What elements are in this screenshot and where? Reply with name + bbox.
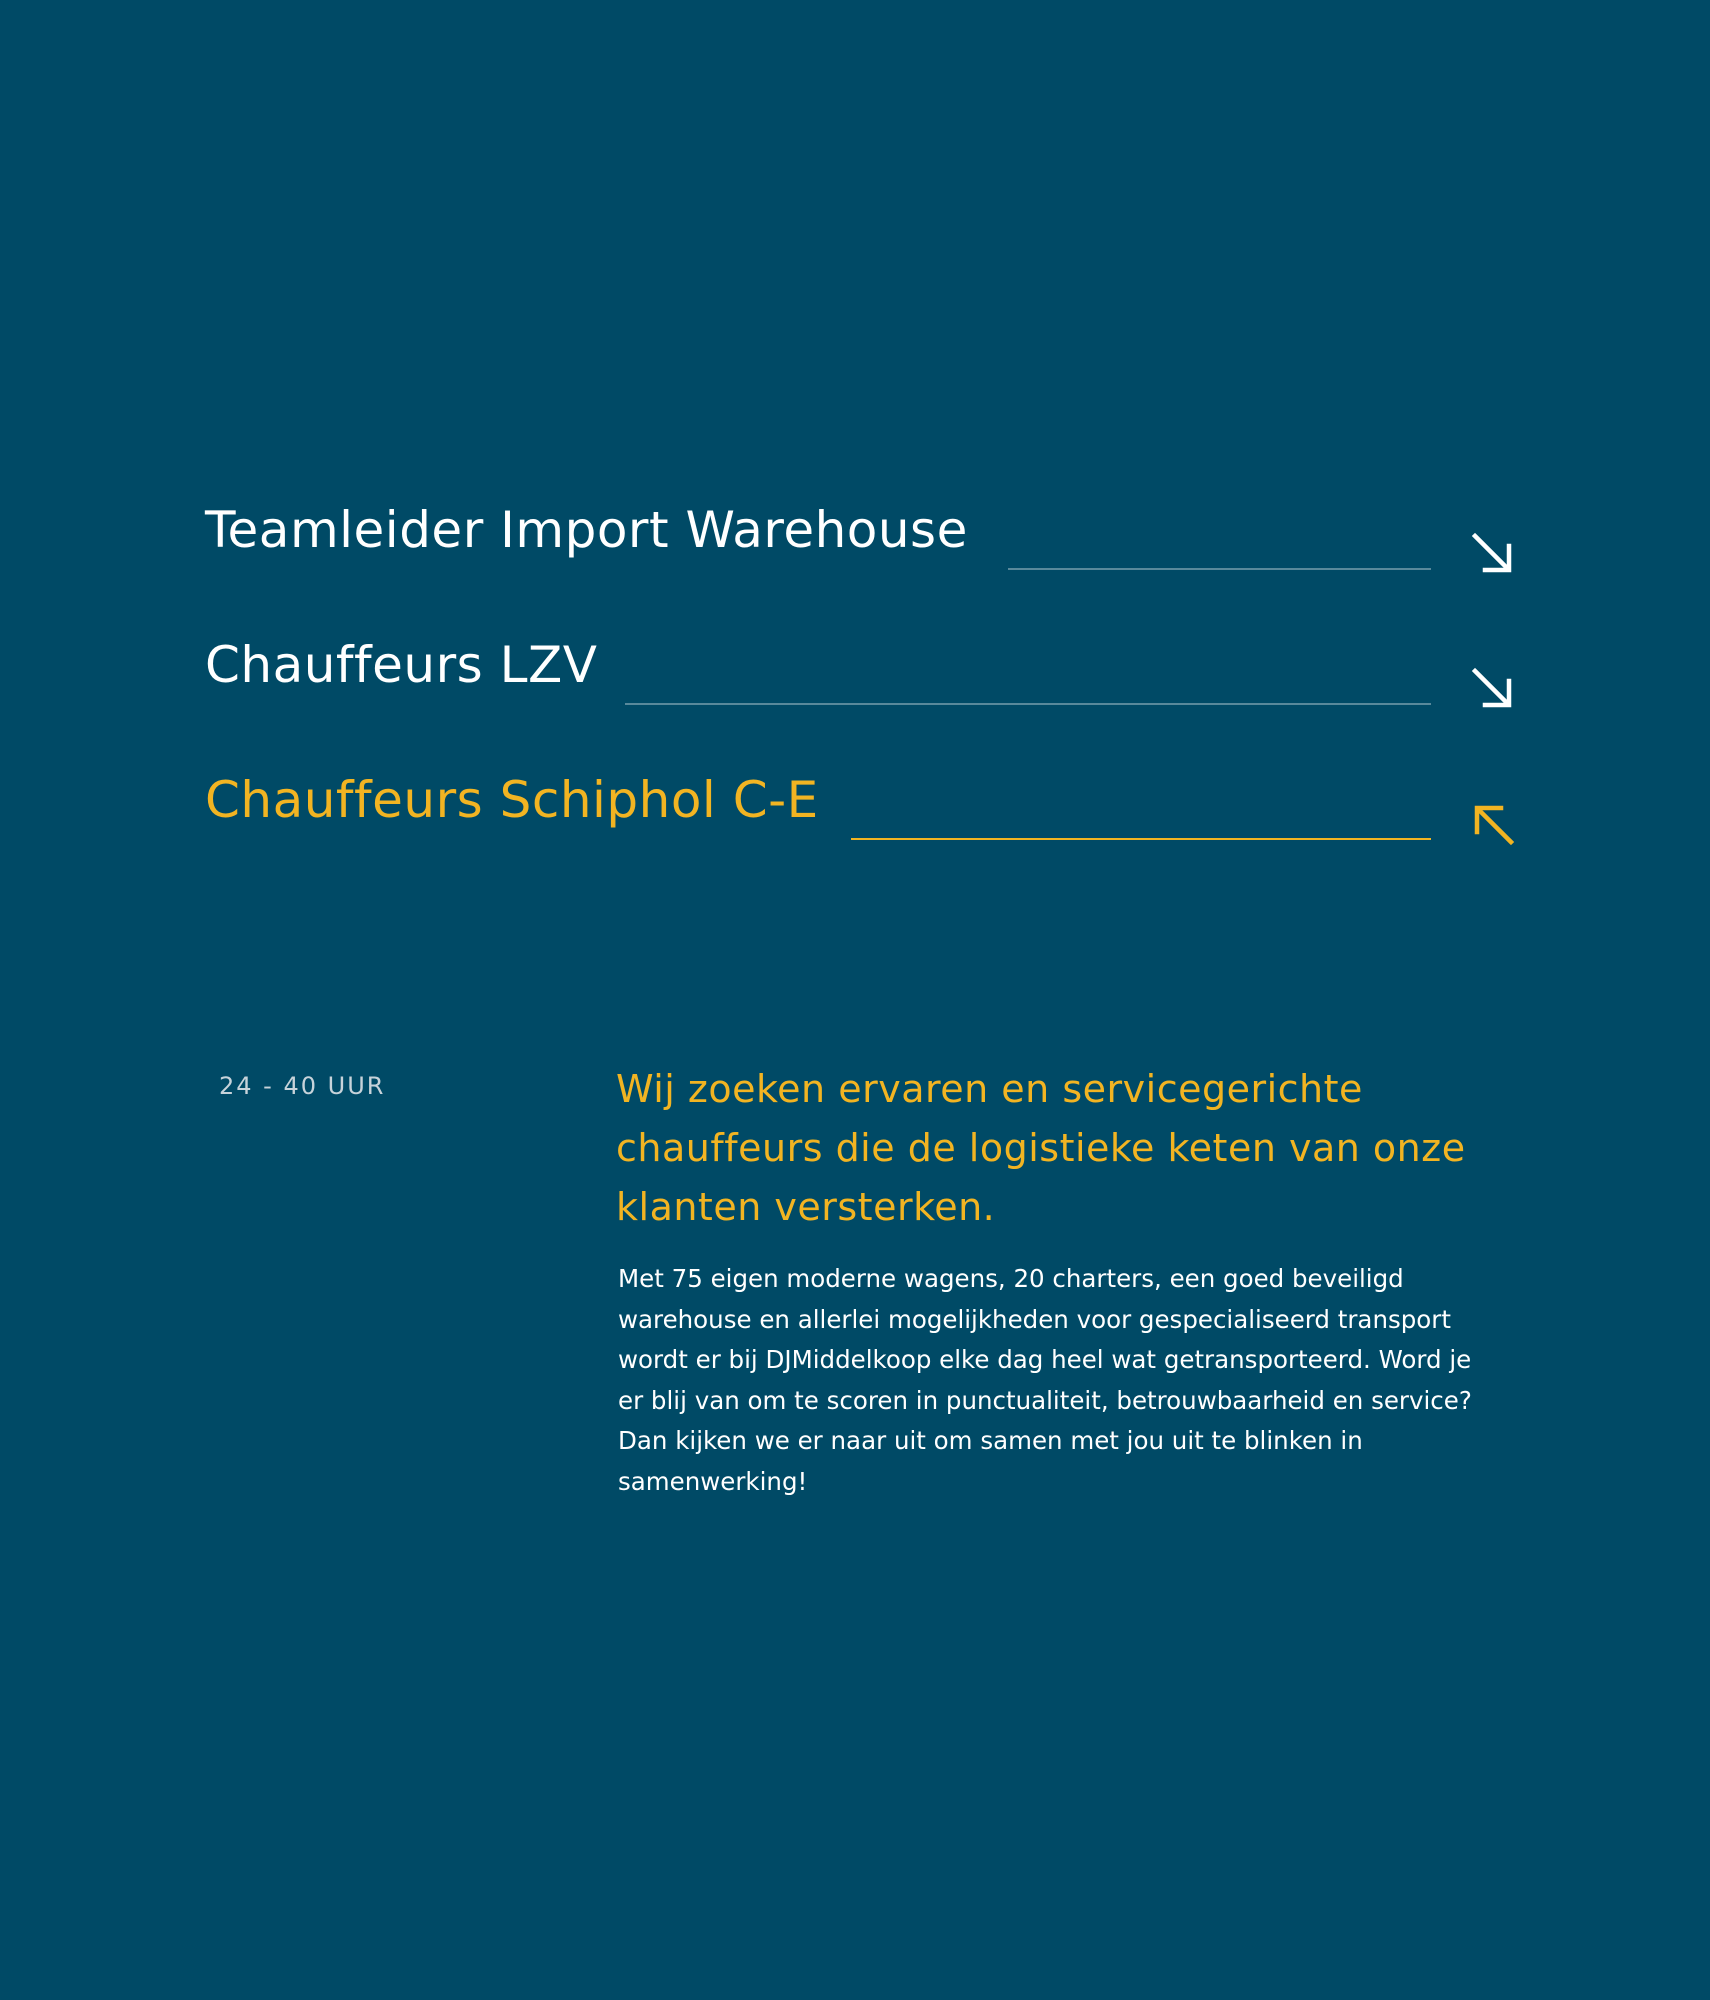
job-item-chauffeurs-schiphol-c-e[interactable]	[205, 770, 1515, 905]
job-title: Chauffeurs Schiphol C-E	[205, 771, 819, 829]
job-item-chauffeurs-lzv[interactable]	[205, 635, 1515, 770]
job-item-teamleider-import-warehouse[interactable]	[205, 500, 1515, 635]
job-headline: Wij zoeken ervaren en servicegerichte chauffeurs die de logistieke keten van onze klanten versterken.	[616, 1067, 1466, 1229]
arrow-down-right-icon[interactable]	[1471, 532, 1515, 576]
job-body-text: Met 75 eigen moderne wagens, 20 charters, een goed beveiligd warehouse en allerlei mogelijkheden voor gespecialiseerd transport wordt er bij DJMiddelkoop elke dag heel wat getransporteerd. Word je er blij van om te scoren in punctualiteit, betrouwbaarheid en service? Dan kijken we er naar uit om samen met jou uit te blinken in samenwerking!	[618, 1264, 1472, 1496]
job-divider-line	[1008, 568, 1431, 570]
arrow-up-left-icon[interactable]	[1471, 802, 1515, 846]
hours-label: 24 - 40 UUR	[219, 1072, 386, 1100]
job-title: Chauffeurs LZV	[205, 636, 598, 694]
job-title: Teamleider Import Warehouse	[205, 501, 968, 559]
job-list	[205, 500, 1515, 905]
job-divider-line	[625, 703, 1431, 705]
job-description	[616, 1060, 1486, 1502]
arrow-down-right-icon[interactable]	[1471, 667, 1515, 711]
job-divider-line	[851, 838, 1431, 840]
